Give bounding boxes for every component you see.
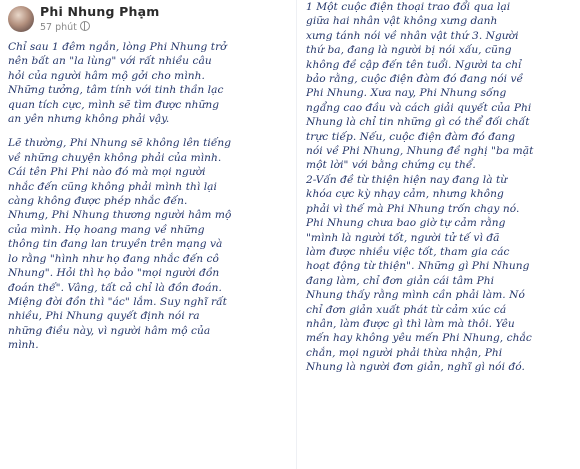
text-line: khóa cực kỳ nhạy cảm, nhưng không	[306, 188, 504, 201]
text-line: mình.	[8, 339, 39, 352]
post-header	[8, 4, 288, 36]
column-divider	[296, 0, 297, 469]
text-line: Nhung là chỉ tin những gì có thể đối chất	[306, 116, 530, 129]
text-line: Chỉ sau 1 đêm ngắn, lòng Phi Nhung trở	[8, 41, 227, 53]
text-line: của mình. Họ hoang mang về những	[8, 223, 205, 236]
text-line: đang làm, chỉ đơn giản cái tâm Phi	[306, 274, 495, 287]
text-line: hoạt động từ thiện". Những gì Phi Nhung	[306, 260, 530, 273]
text-line: bảo rằng, cuộc điện đàm đó đang nói về	[306, 73, 524, 86]
text-line: lo rằng "hình như họ đang nhắc đến cô	[8, 252, 219, 265]
text-line: Phi Nhung. Xưa nay, Phi Nhung sống	[306, 87, 507, 100]
text-line: nhiều, Phi Nhung quyết định nói ra	[8, 310, 200, 323]
post-time-label: 57 phút	[40, 22, 77, 33]
text-line: Những tưởng, tâm tính với tinh thần lạc	[8, 84, 224, 97]
text-line: hỏi của người hâm mộ gởi cho mình.	[8, 69, 205, 82]
text-line: Nhung". Hỏi thì họ bảo "mọi người đồn	[8, 267, 220, 280]
text-line: an yên nhưng không phải vậy.	[8, 113, 170, 126]
globe-icon	[80, 21, 90, 31]
text-line: một lời" với bằng chứng cụ thể.	[306, 159, 476, 172]
text-line: chắn, mọi người phải thừa nhận, Phi	[306, 346, 503, 359]
text-line: chỉ đơn giản xuất phát từ cảm xúc cá	[306, 303, 507, 316]
text-line: nên bất an "la lùng" với rất nhiều câu	[8, 55, 212, 68]
text-line: nhân, làm được gì thì làm mà thôi. Yêu	[306, 317, 515, 330]
text-line: 1 Một cuộc điện thoại trao đổi qua lại	[306, 1, 511, 13]
text-line: trực tiếp. Nếu, cuộc điện đàm đó đang	[306, 130, 516, 143]
text-line: phải vì thế mà Phi Nhung trốn chạy nó.	[306, 202, 520, 215]
text-line: xưng tánh nói về nhân vật thứ 3. Người	[306, 29, 519, 42]
text-line: Cái tên Phi Phi nào đó mà mọi người	[8, 166, 206, 179]
text-line: quan tích cực, mình sẽ tìm được những	[8, 98, 220, 111]
text-line: mến hay không yêu mến Phi Nhung, chắc	[306, 332, 532, 345]
paragraph	[8, 40, 290, 126]
paragraph	[306, 0, 580, 375]
post-text-right	[306, 0, 580, 385]
text-line: "mình là người tốt, người tử tế vì đã	[306, 231, 500, 244]
text-line: thứ ba, đang là người bị nói xấu, cũng	[306, 44, 512, 57]
text-line: Phi Nhung chưa bao giờ tự cảm rằng	[306, 217, 506, 230]
text-line: làm được nhiều việc tốt, tham gia các	[306, 245, 510, 258]
text-line: Nhưng, Phi Nhung thương người hâm mộ	[8, 209, 232, 222]
text-line: Lẽ thường, Phi Nhung sẽ không lên tiếng	[8, 137, 232, 150]
text-line: về những chuyện không phải của mình.	[8, 151, 222, 164]
text-line: 2-Vấn đề từ thiện hiện nay đang là từ	[306, 173, 508, 186]
post-text-left	[8, 40, 290, 363]
text-line: càng không được phép nhắc đến.	[8, 195, 188, 208]
text-line: ngẩng cao đầu và cách giải quyết của Phi	[306, 101, 532, 114]
paragraph	[8, 136, 290, 352]
text-line: đoán thế". Vâng, tất cả chỉ là đồn đoán.	[8, 281, 222, 294]
avatar[interactable]	[8, 6, 34, 32]
text-line: Nhung là người đơn giản, nghĩ gì nói đó.	[306, 361, 525, 374]
text-line: Nhung thấy rằng mình cần phải làm. Nó	[306, 289, 525, 302]
text-line: không đề cập đến tên tuổi. Người ta chỉ	[306, 58, 522, 71]
post-time[interactable]	[40, 21, 90, 33]
text-line: nhắc đến cũng không phải mình thì lại	[8, 180, 217, 193]
text-line: những điều này, vì người hâm mộ của	[8, 324, 211, 337]
text-line: nói về Phi Nhung, Nhung đề nghị "ba mặt	[306, 145, 534, 158]
author-name[interactable]: Phi Nhung Phạm	[40, 4, 160, 19]
text-line: Miệng đời đồn thì "ác" lắm. Suy nghĩ rất	[8, 295, 227, 308]
text-line: thông tin đang lan truyền trên mạng và	[8, 238, 223, 251]
text-line: giữa hai nhân vật không xưng danh	[306, 15, 498, 28]
